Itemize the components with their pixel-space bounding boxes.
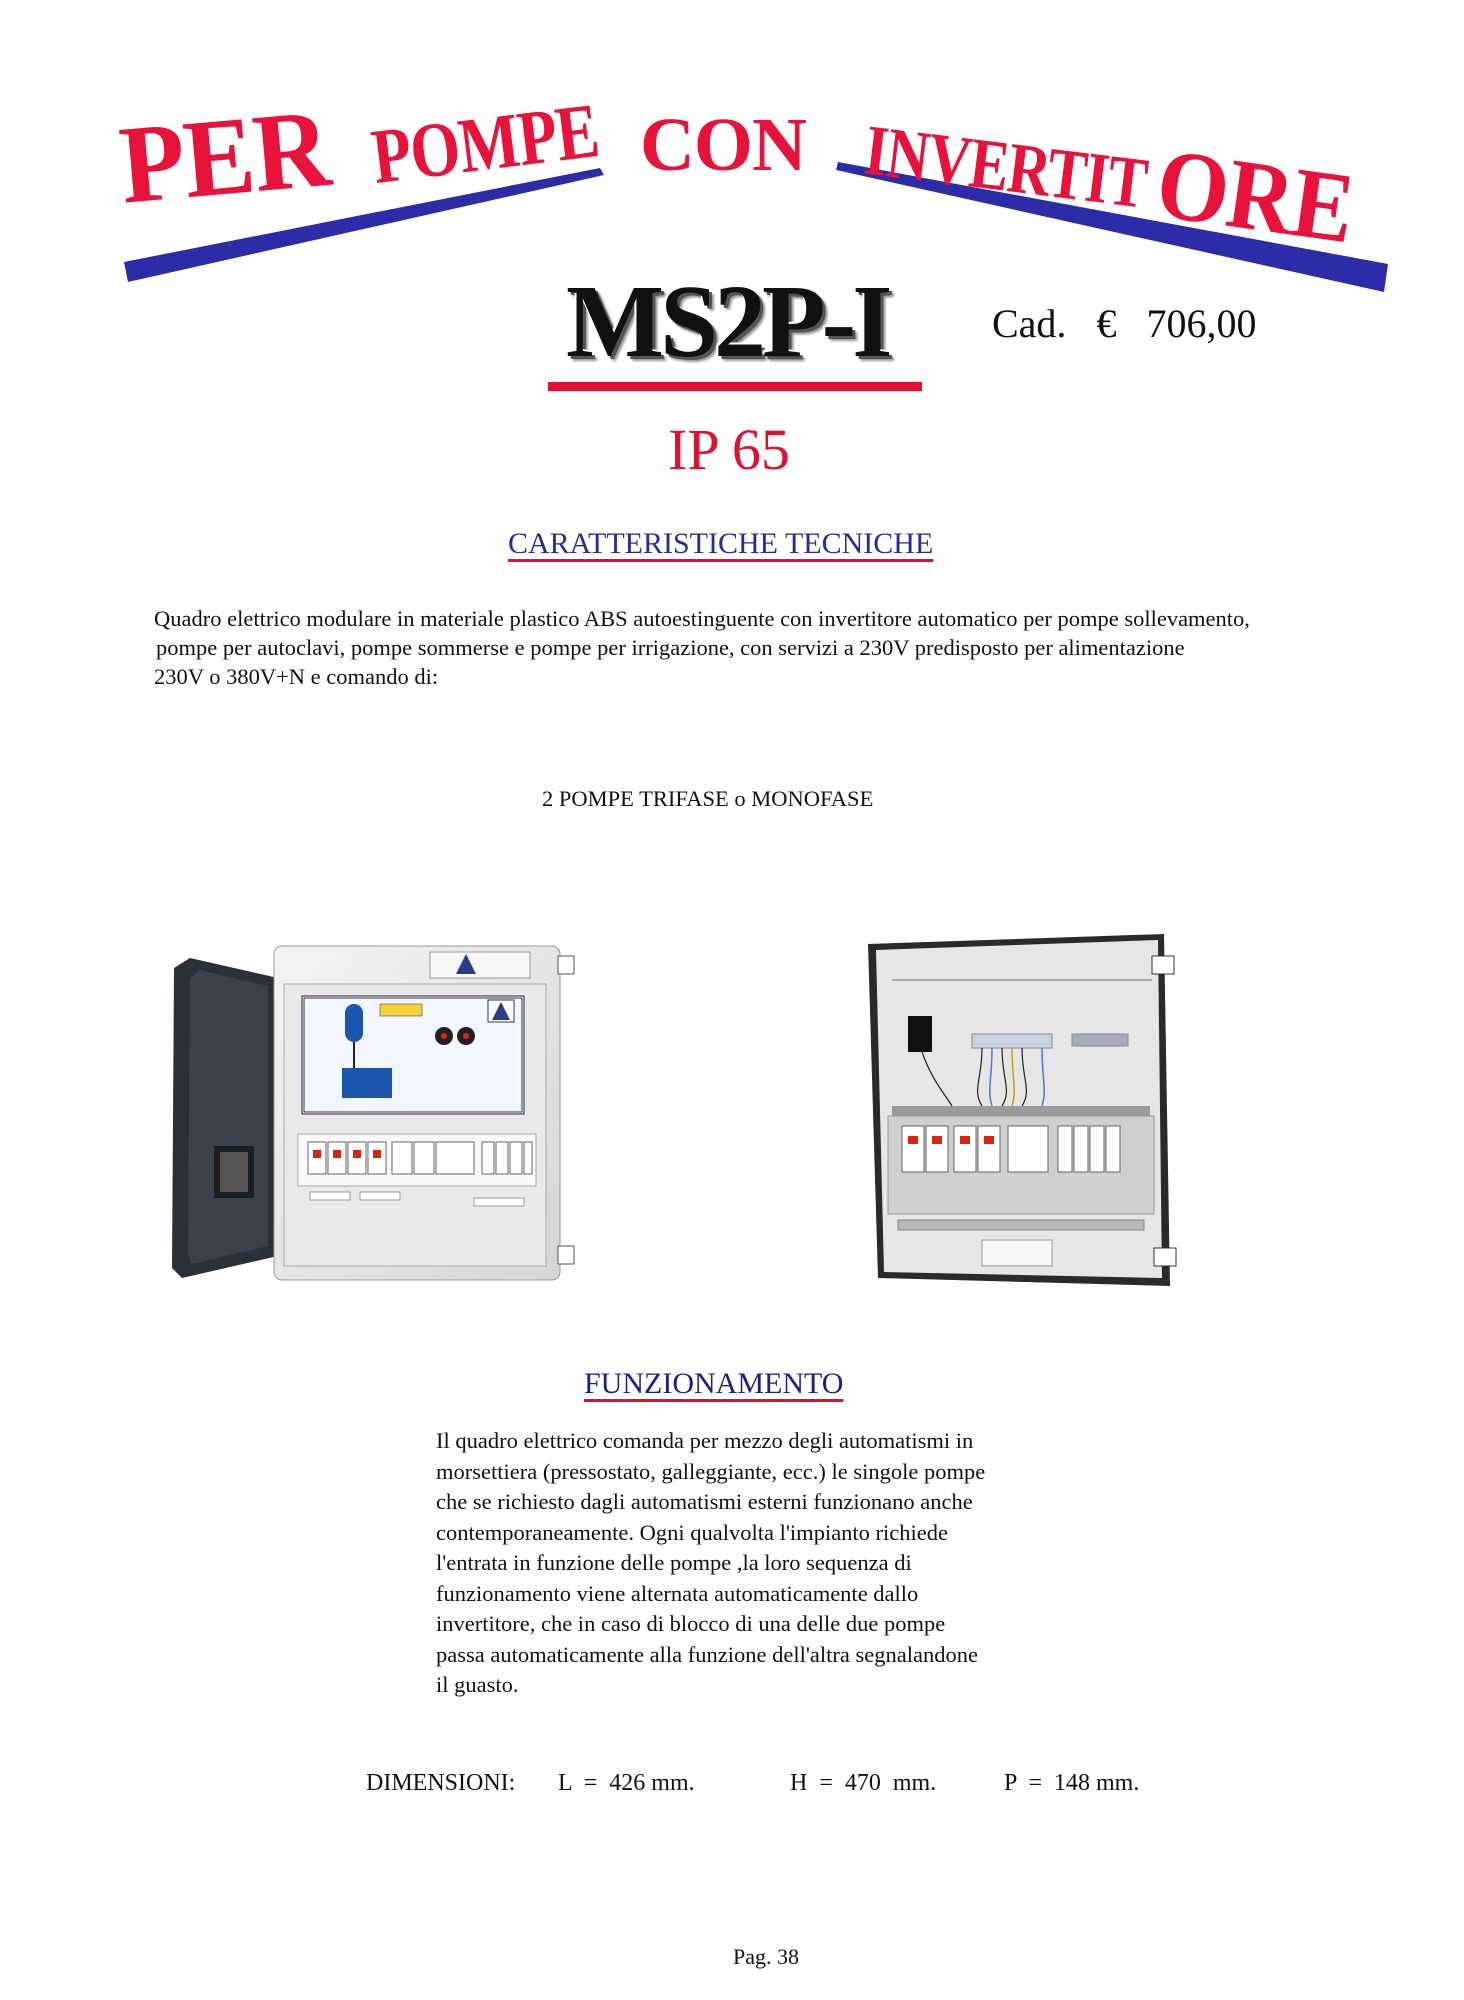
operation-line: Il quadro elettrico comanda per mezzo degli automatismi in [436,1428,974,1453]
operation-line: passa automaticamente alla funzione dell'altra segnalandone [436,1641,978,1667]
banner-word-per: PER [115,86,334,227]
pump-configuration: 2 POMPE TRIFASE o MONOFASE [542,786,874,811]
operation-line: morsettiera (pressostato, galleggiante, ecc.) le singole pompe [436,1458,986,1484]
technical-description [154,604,1414,691]
operation-line: l'entrata in funzione delle pompe ,la loro sequenza di [436,1550,912,1575]
panel-internal-photo [862,930,1194,1294]
banner-word-con: CON [640,103,806,187]
description-line: 230V o 380V+N e comando di: [154,664,439,689]
banner-word-pompe: POMPE [367,86,603,201]
banner-word-invertitore-part2: ORE [1150,127,1361,265]
price-value: 706,00 [1146,301,1257,346]
operation-line: invertitore, che in caso di blocco di una delle due pompe [436,1611,946,1636]
technical-heading: CARATTERISTICHE TECNICHE [508,527,934,560]
model-underline [548,382,922,391]
description-line: Quadro elettrico modulare in materiale plastico ABS autoestinguente con invertitore automatico per pompe sollevamento, [154,606,1250,631]
operation-heading: FUNZIONAMENTO [584,1367,844,1400]
dimension-length: L = 426 mm. [558,1770,695,1796]
price-prefix: Cad. [992,301,1067,346]
electrical-panel-open-door-icon [170,938,596,1292]
panel-open-door-photo [170,938,596,1292]
operation-line: il guasto. [436,1672,519,1697]
protection-rating: IP 65 [668,417,790,482]
dimension-height: H = 470 mm. [790,1770,937,1796]
operation-line: contemporaneamente. Ogni qualvolta l'impianto richiede [436,1519,949,1545]
model-name: MS2P-I [566,264,889,379]
operation-line: funzionamento viene alternata automaticamente dallo [436,1580,919,1606]
electrical-panel-internal-wiring-icon [862,930,1194,1294]
price-currency: € [1096,301,1117,346]
description-line: pompe per autoclavi, pompe sommerse e pompe per irrigazione, con servizi a 230V predisposto per alimentazione [156,635,1185,660]
price [992,300,1256,347]
operation-description [436,1426,1096,1701]
dimension-depth: P = 148 mm. [1004,1770,1140,1796]
operation-line: che se richiesto dagli automatismi esterni funzionano anche [436,1489,973,1514]
dimensions-label: DIMENSIONI: [366,1770,516,1796]
page-number: Pag. 38 [733,1944,799,1969]
banner-word-invertitore-part1: INVERTIT [860,109,1152,224]
